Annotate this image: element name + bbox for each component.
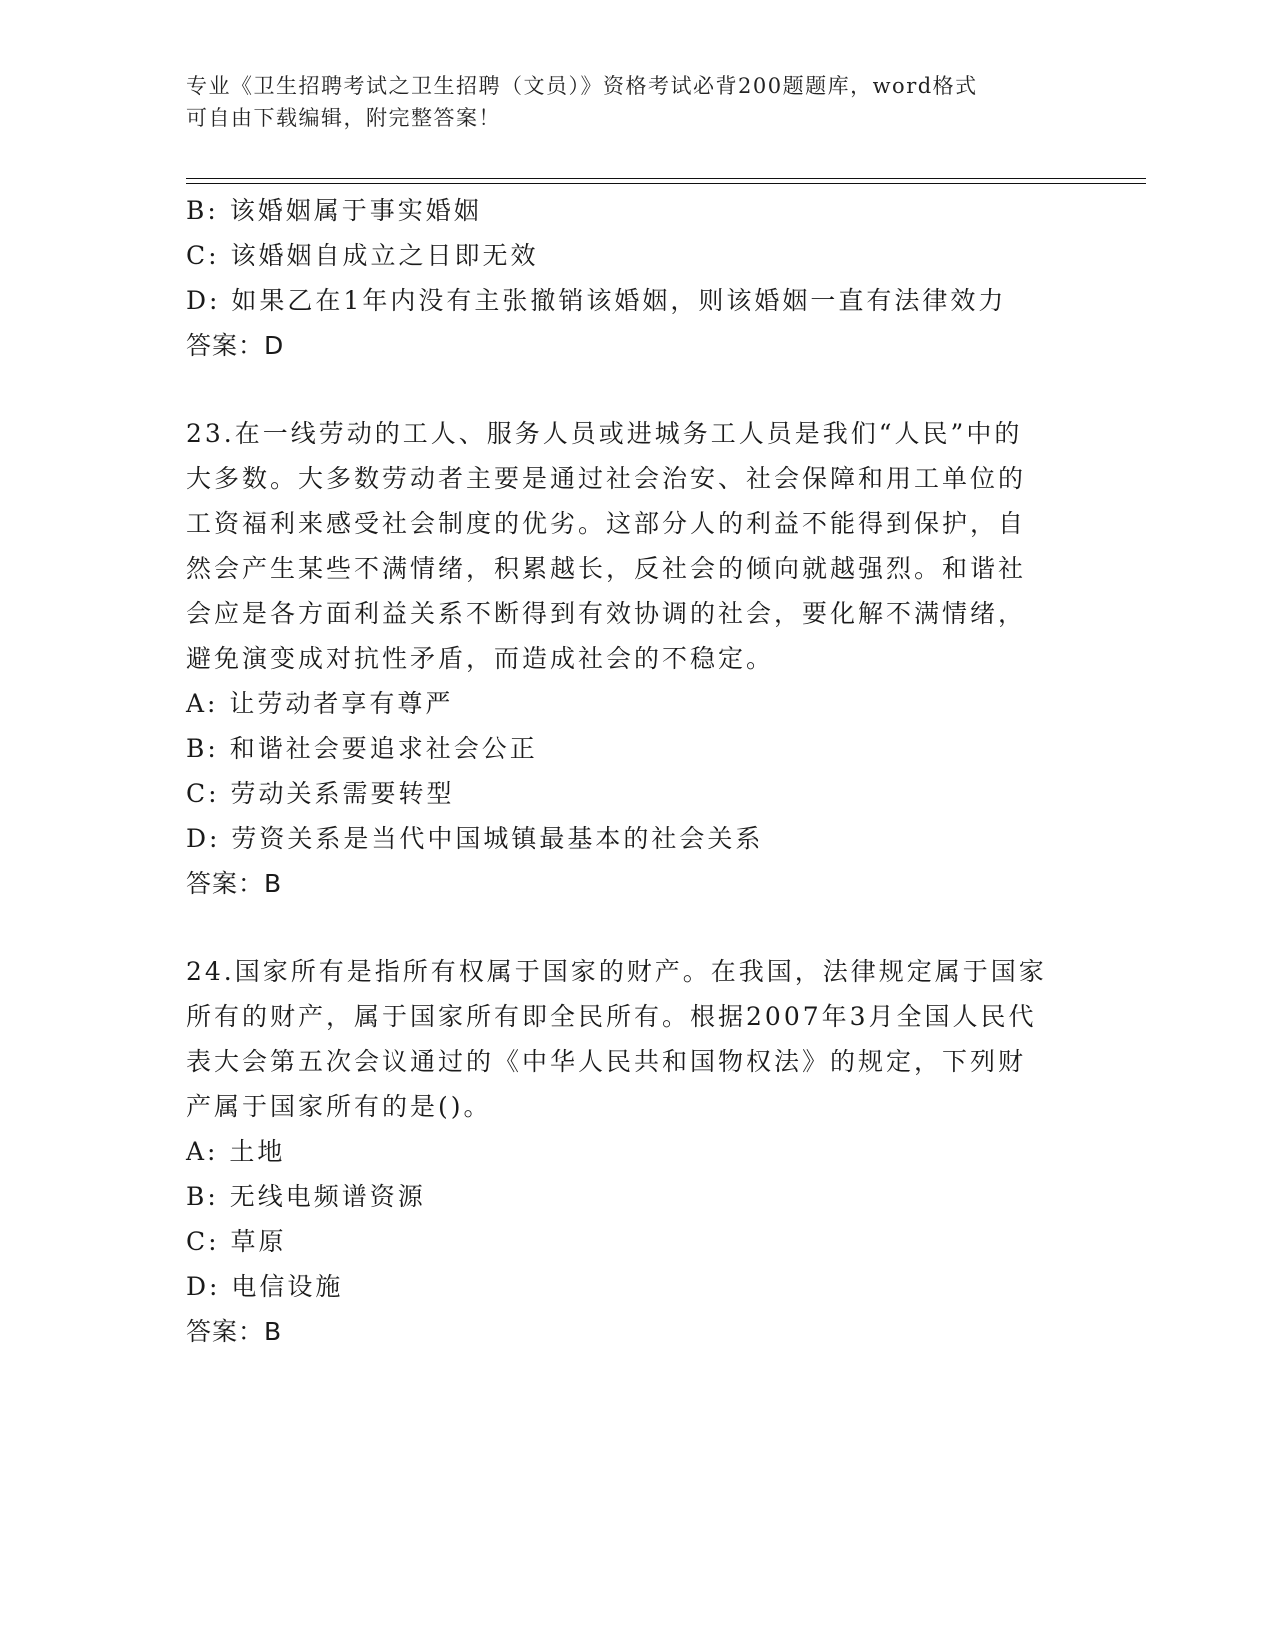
document-header bbox=[186, 70, 1066, 134]
question-text-line: 产属于国家所有的是()。 bbox=[186, 1092, 492, 1121]
question-spacer bbox=[186, 368, 1086, 411]
question-text-line: 大多数。大多数劳动者主要是通过社会治安、社会保障和用工单位的 bbox=[186, 464, 1027, 493]
question-text-line: 然会产生某些不满情绪，积累越长，反社会的倾向就越强烈。和谐社 bbox=[186, 554, 1027, 583]
question-24 bbox=[186, 949, 1086, 1354]
question-22-tail bbox=[186, 188, 1086, 368]
question-text-line: 24.国家所有是指所有权属于国家的财产。在我国，法律规定属于国家 bbox=[186, 957, 1047, 986]
option-b: B: 和谐社会要追求社会公正 bbox=[186, 734, 538, 763]
question-content bbox=[186, 188, 1086, 1354]
option-d: D: 劳资关系是当代中国城镇最基本的社会关系 bbox=[186, 824, 764, 853]
question-text-line: 所有的财产，属于国家所有即全民所有。根据2007年3月全国人民代 bbox=[186, 1002, 1037, 1031]
option-b: B: 无线电频谱资源 bbox=[186, 1182, 426, 1211]
header-divider-bottom bbox=[186, 183, 1146, 184]
answer-label: 答案：B bbox=[186, 869, 283, 898]
option-d: D: 电信设施 bbox=[186, 1272, 344, 1301]
option-c: C: 草原 bbox=[186, 1227, 287, 1256]
answer-label: 答案：D bbox=[186, 331, 285, 360]
question-23 bbox=[186, 411, 1086, 906]
question-text-line: 工资福利来感受社会制度的优劣。这部分人的利益不能得到保护，自 bbox=[186, 509, 1027, 538]
option-d: D: 如果乙在1年内没有主张撤销该婚姻，则该婚姻一直有法律效力 bbox=[186, 286, 1007, 315]
option-c: C: 劳动关系需要转型 bbox=[186, 779, 455, 808]
question-spacer bbox=[186, 906, 1086, 949]
header-divider-top bbox=[186, 178, 1146, 179]
option-a: A: 土地 bbox=[186, 1137, 286, 1166]
question-text-line: 避免演变成对抗性矛盾，而造成社会的不稳定。 bbox=[186, 644, 775, 673]
question-text-line: 表大会第五次会议通过的《中华人民共和国物权法》的规定，下列财 bbox=[186, 1047, 1027, 1076]
option-b: B: 该婚姻属于事实婚姻 bbox=[186, 196, 482, 225]
header-title-line-1: 专业《卫生招聘考试之卫生招聘（文员）》资格考试必背200题题库，word格式 bbox=[186, 74, 978, 98]
answer-label: 答案：B bbox=[186, 1317, 283, 1346]
question-text-line: 23.在一线劳动的工人、服务人员或进城务工人员是我们“人民”中的 bbox=[186, 419, 1023, 448]
option-c: C: 该婚姻自成立之日即无效 bbox=[186, 241, 539, 270]
header-title-line-2: 可自由下载编辑，附完整答案！ bbox=[186, 106, 501, 130]
option-a: A: 让劳动者享有尊严 bbox=[186, 689, 454, 718]
question-text-line: 会应是各方面利益关系不断得到有效协调的社会，要化解不满情绪， bbox=[186, 599, 1027, 628]
